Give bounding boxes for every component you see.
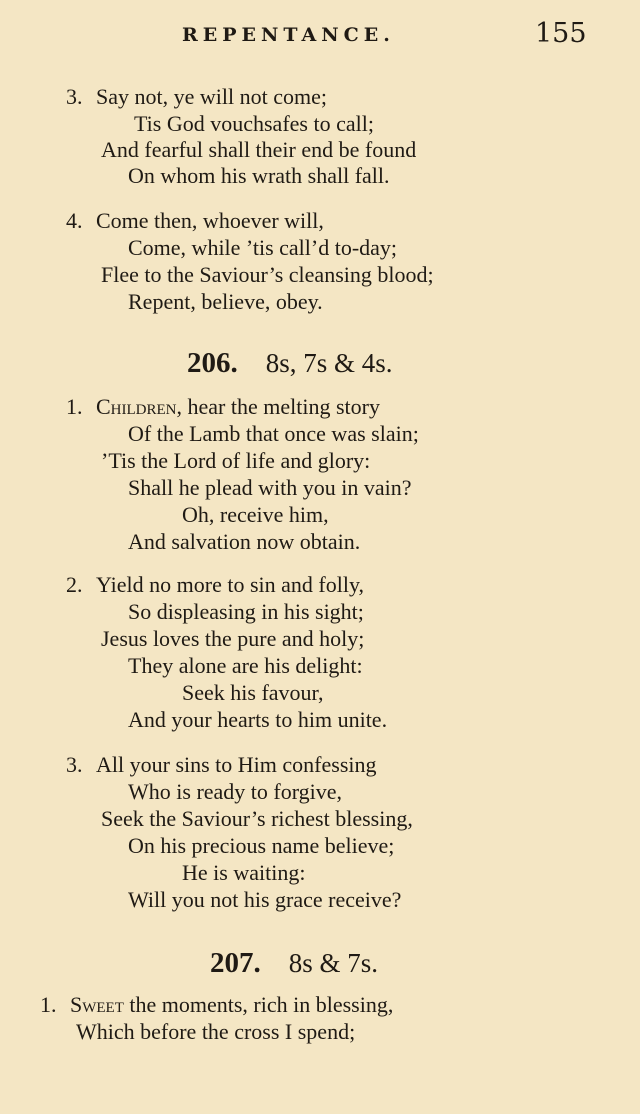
hymn-number: 206.: [187, 347, 238, 379]
verse-line: And salvation now obtain.: [128, 529, 361, 554]
verse-number: 3.: [66, 84, 83, 109]
verse-line: Come, while ’tis call’d to-day;: [128, 235, 398, 260]
initial-word: Sweet: [70, 992, 124, 1017]
verse-line: Of the Lamb that once was slain;: [128, 421, 419, 446]
initial-word: Children: [96, 394, 177, 419]
verse-line: 4. Come then, whoever will,: [66, 208, 324, 233]
running-title: REPENTANCE.: [182, 24, 395, 46]
verse-line: Seek his favour,: [182, 680, 324, 705]
verse-line: 2. Yield no more to sin and folly,: [66, 572, 365, 597]
verse-line: 1. Sweet the moments, rich in blessing,: [40, 992, 394, 1017]
verse-number: 4.: [66, 208, 83, 233]
verse-line: 1. Children, hear the melting story: [66, 394, 380, 419]
verse-line: 3. Say not, ye will not come;: [66, 84, 327, 109]
verse-line: Tis God vouchsafes to call;: [134, 111, 374, 136]
verse-line: They alone are his delight:: [128, 653, 363, 678]
page-header: [0, 18, 640, 52]
verse-number: 2.: [66, 572, 83, 597]
verse-line: Jesus loves the pure and holy;: [101, 626, 365, 651]
verse-number: 1.: [40, 992, 57, 1017]
verse-line: Which before the cross I spend;: [76, 1019, 356, 1044]
verse-line: Flee to the Saviour’s cleansing blood;: [101, 262, 434, 287]
verse-line: So displeasing in his sight;: [128, 599, 364, 624]
verse-line: Will you not his grace receive?: [128, 887, 402, 912]
verse-line: Seek the Saviour’s richest blessing,: [101, 806, 413, 831]
verse-line: On whom his wrath shall fall.: [128, 163, 390, 188]
verse-number: 3.: [66, 752, 83, 777]
hymn-206-heading: [187, 346, 393, 380]
verse-line: Who is ready to forgive,: [128, 779, 343, 804]
verse-line: 3. All your sins to Him confessing: [66, 752, 377, 777]
hymn-number: 207.: [210, 947, 261, 979]
verse-line: On his precious name believe;: [128, 833, 395, 858]
page-number: 155: [535, 18, 587, 49]
verse-line: Oh, receive him,: [182, 502, 329, 527]
hymn-meter: 8s & 7s.: [288, 948, 379, 978]
verse-number: 1.: [66, 394, 83, 419]
verse-line: And fearful shall their end be found: [101, 137, 417, 162]
verse-line: And your hearts to him unite.: [128, 707, 388, 732]
verse-line: ’Tis the Lord of life and glory:: [101, 448, 371, 473]
verse-line: Repent, believe, obey.: [128, 289, 323, 314]
verse-line: He is waiting:: [182, 860, 306, 885]
verse-line: Shall he plead with you in vain?: [128, 475, 412, 500]
hymn-207-heading: [210, 946, 378, 980]
hymn-meter: 8s, 7s & 4s.: [265, 348, 393, 378]
